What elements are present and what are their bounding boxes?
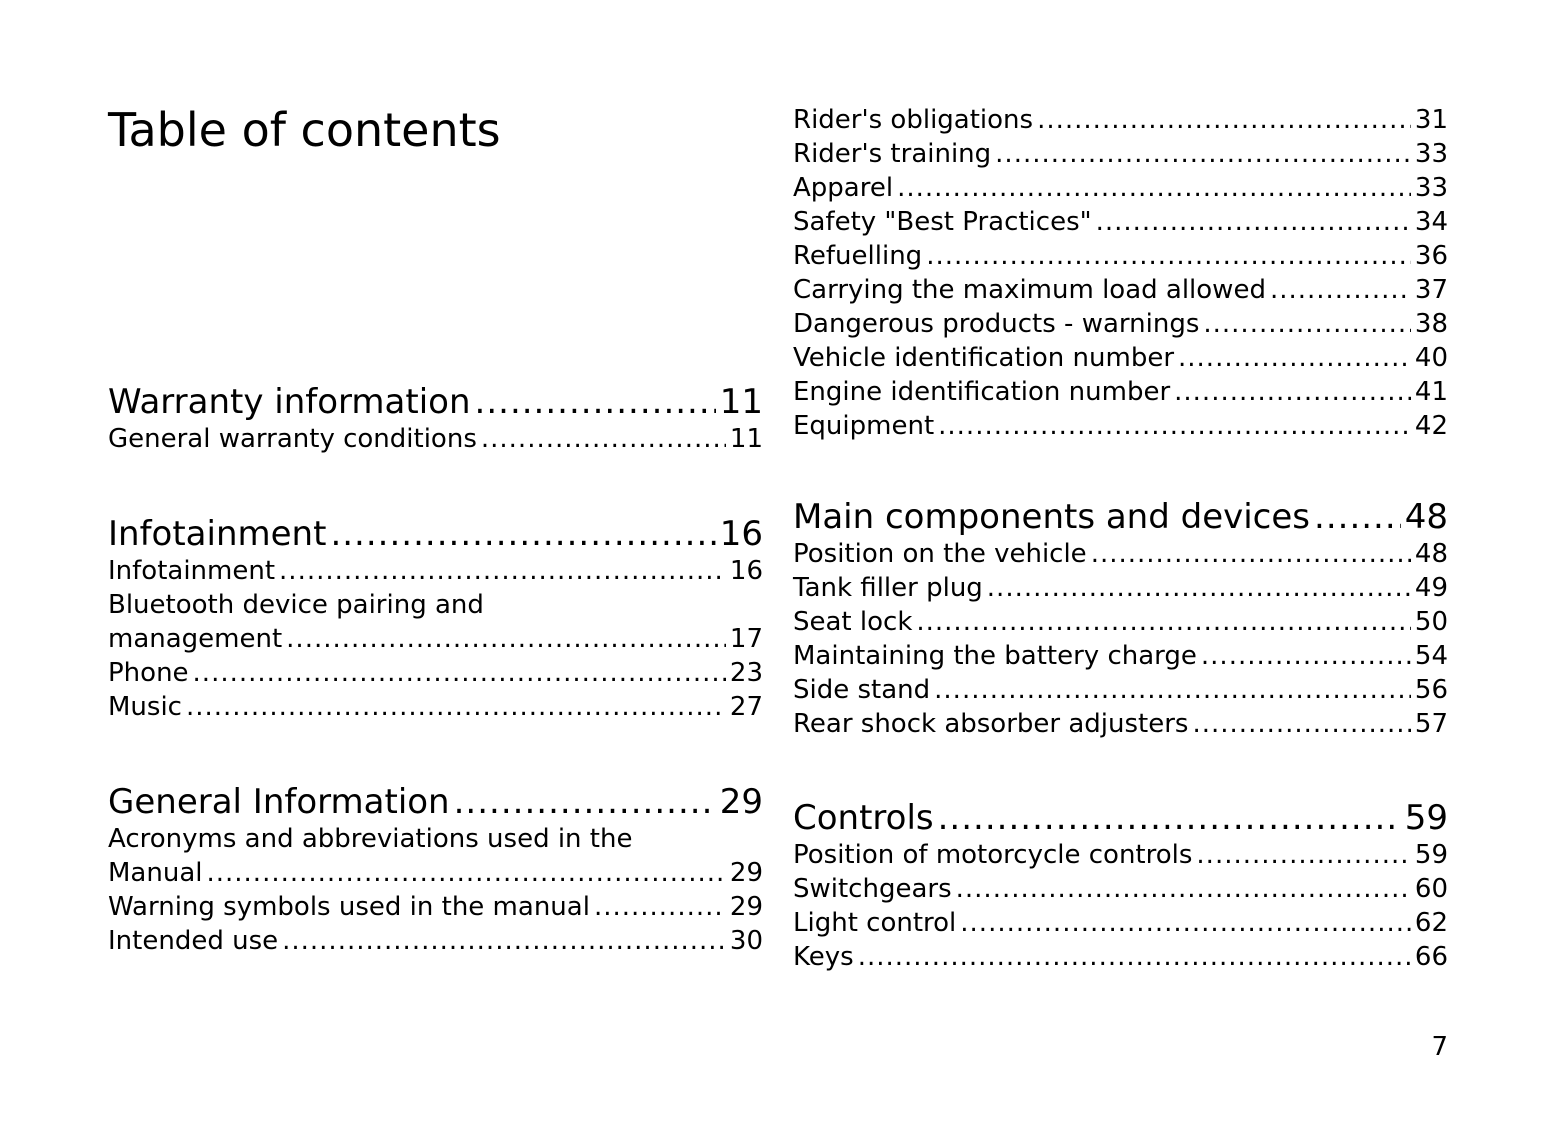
toc-entry[interactable]	[793, 707, 1448, 741]
entry-page: 23	[729, 658, 763, 688]
entry-page: 36	[1414, 241, 1448, 271]
toc-entry[interactable]	[108, 422, 763, 456]
entry-page: 50	[1414, 607, 1448, 637]
dot-leader	[454, 782, 716, 822]
toc-entry[interactable]	[793, 571, 1448, 605]
dot-leader	[594, 890, 726, 924]
entry-page: 40	[1414, 343, 1448, 373]
dot-leader	[926, 239, 1411, 273]
entry-label: Equipment	[793, 411, 935, 441]
toc-entry[interactable]	[793, 605, 1448, 639]
dot-leader	[1203, 307, 1411, 341]
page-title: Table of contents	[108, 103, 501, 157]
chapter-title: Controls	[793, 798, 934, 838]
toc-entry[interactable]	[793, 307, 1448, 341]
entry-page: 62	[1414, 908, 1448, 938]
entry-label: Engine identification number	[793, 377, 1171, 407]
entry-page: 38	[1414, 309, 1448, 339]
entry-label: Intended use	[108, 926, 279, 956]
entry-label-line2: Manual	[108, 858, 203, 888]
entry-page: 29	[729, 892, 763, 922]
entry-label: Seat lock	[793, 607, 913, 637]
entry-page: 11	[729, 424, 763, 454]
dot-leader	[1174, 375, 1411, 409]
section-controls	[793, 798, 1448, 974]
toc-entry[interactable]	[793, 137, 1448, 171]
dot-leader	[960, 906, 1411, 940]
toc-entry[interactable]	[793, 872, 1448, 906]
entry-label: General warranty conditions	[108, 424, 477, 454]
dot-leader	[956, 872, 1411, 906]
dot-leader	[1037, 103, 1411, 137]
entry-label: Side stand	[793, 675, 931, 705]
chapter-page: 11	[719, 382, 763, 422]
entry-page: 56	[1414, 675, 1448, 705]
entry-label: Position of motorcycle controls	[793, 840, 1193, 870]
chapter-page: 16	[719, 514, 763, 554]
dot-leader	[330, 514, 715, 554]
chapter-page: 59	[1404, 798, 1448, 838]
dot-leader	[186, 690, 726, 724]
entry-label: Music	[108, 692, 182, 722]
chapter-title: Warranty information	[108, 382, 471, 422]
entry-page: 59	[1414, 840, 1448, 870]
entry-page: 66	[1414, 942, 1448, 972]
toc-entry-multiline[interactable]	[108, 822, 763, 890]
dot-leader	[286, 622, 726, 656]
dot-leader	[995, 137, 1411, 171]
entry-page: 41	[1414, 377, 1448, 407]
entry-label: Apparel	[793, 173, 894, 203]
entry-page: 60	[1414, 874, 1448, 904]
entry-page: 57	[1414, 709, 1448, 739]
toc-entry[interactable]	[793, 639, 1448, 673]
toc-chapter-general-information[interactable]	[108, 782, 763, 822]
entry-label-line2: management	[108, 624, 283, 654]
dot-leader	[206, 856, 725, 890]
toc-entry[interactable]	[793, 375, 1448, 409]
entry-page: 16	[729, 556, 763, 586]
toc-entry[interactable]	[108, 554, 763, 588]
entry-label: Keys	[793, 942, 854, 972]
section-general-information	[108, 782, 763, 958]
dot-leader	[481, 422, 726, 456]
entry-label: Phone	[108, 658, 189, 688]
entry-label: Refuelling	[793, 241, 923, 271]
toc-entry-multiline[interactable]	[108, 588, 763, 656]
dot-leader	[1192, 707, 1410, 741]
toc-entry[interactable]	[793, 838, 1448, 872]
entry-label: Position on the vehicle	[793, 539, 1087, 569]
entry-label: Carrying the maximum load allowed	[793, 275, 1266, 305]
toc-entry[interactable]	[793, 537, 1448, 571]
entry-label-line1: Acronyms and abbreviations used in the	[108, 824, 633, 854]
dot-leader	[1314, 497, 1401, 537]
toc-entry[interactable]	[108, 690, 763, 724]
chapter-page: 29	[719, 782, 763, 822]
entry-label: Safety "Best Practices"	[793, 207, 1092, 237]
entry-page: 49	[1414, 573, 1448, 603]
toc-chapter-controls[interactable]	[793, 798, 1448, 838]
entry-continuation	[108, 856, 763, 890]
entry-page: 37	[1414, 275, 1448, 305]
toc-entry[interactable]	[793, 171, 1448, 205]
dot-leader	[282, 924, 726, 958]
entry-label: Rear shock absorber adjusters	[793, 709, 1189, 739]
entry-page: 42	[1414, 411, 1448, 441]
section-main-components	[793, 497, 1448, 741]
dot-leader	[858, 940, 1411, 974]
section-warranty	[108, 382, 763, 456]
toc-entry[interactable]	[793, 205, 1448, 239]
toc-entry[interactable]	[793, 673, 1448, 707]
chapter-page: 48	[1404, 497, 1448, 537]
entry-label: Rider's obligations	[793, 105, 1034, 135]
dot-leader	[193, 656, 726, 690]
entry-page: 30	[729, 926, 763, 956]
toc-chapter-warranty[interactable]	[108, 382, 763, 422]
entry-page: 54	[1414, 641, 1448, 671]
toc-entry[interactable]	[793, 341, 1448, 375]
dot-leader	[279, 554, 726, 588]
entry-label: Dangerous products - warnings	[793, 309, 1200, 339]
toc-chapter-main-components[interactable]	[793, 497, 1448, 537]
toc-entry[interactable]	[793, 906, 1448, 940]
entry-label: Rider's training	[793, 139, 992, 169]
dot-leader	[916, 605, 1411, 639]
entry-page: 29	[729, 858, 763, 888]
toc-entry[interactable]	[793, 239, 1448, 273]
entry-page: 17	[729, 624, 763, 654]
dot-leader	[475, 382, 716, 422]
entry-label-line1: Bluetooth device pairing and	[108, 590, 484, 620]
dot-leader	[1096, 205, 1411, 239]
toc-entry[interactable]	[793, 103, 1448, 137]
entry-page: 33	[1414, 139, 1448, 169]
entry-label: Light control	[793, 908, 957, 938]
dot-leader	[1201, 639, 1411, 673]
entry-label: Switchgears	[793, 874, 952, 904]
dot-leader	[897, 171, 1411, 205]
dot-leader	[1178, 341, 1411, 375]
entry-label: Infotainment	[108, 556, 276, 586]
entry-page: 27	[729, 692, 763, 722]
toc-entry[interactable]	[793, 409, 1448, 443]
toc-entry[interactable]	[108, 890, 763, 924]
entry-page: 48	[1414, 539, 1448, 569]
entry-continuation	[108, 622, 763, 656]
toc-entry[interactable]	[793, 273, 1448, 307]
entry-page: 34	[1414, 207, 1448, 237]
dot-leader	[1091, 537, 1411, 571]
entry-label: Warning symbols used in the manual	[108, 892, 590, 922]
page-number: 7	[1431, 1032, 1448, 1062]
section-safety-continued	[793, 103, 1448, 443]
entry-label: Vehicle identification number	[793, 343, 1175, 373]
entry-label: Tank filler plug	[793, 573, 983, 603]
toc-entry[interactable]	[793, 940, 1448, 974]
chapter-title: General Information	[108, 782, 450, 822]
section-infotainment	[108, 514, 763, 724]
toc-chapter-infotainment[interactable]	[108, 514, 763, 554]
dot-leader	[1196, 838, 1410, 872]
entry-page: 31	[1414, 105, 1448, 135]
dot-leader	[938, 409, 1411, 443]
toc-entry[interactable]	[108, 924, 763, 958]
dot-leader	[1270, 273, 1411, 307]
toc-entry[interactable]	[108, 656, 763, 690]
entry-page: 33	[1414, 173, 1448, 203]
dot-leader	[938, 798, 1401, 838]
dot-leader	[987, 571, 1411, 605]
dot-leader	[934, 673, 1411, 707]
entry-label: Maintaining the battery charge	[793, 641, 1197, 671]
chapter-title: Infotainment	[108, 514, 327, 554]
chapter-title: Main components and devices	[793, 497, 1311, 537]
